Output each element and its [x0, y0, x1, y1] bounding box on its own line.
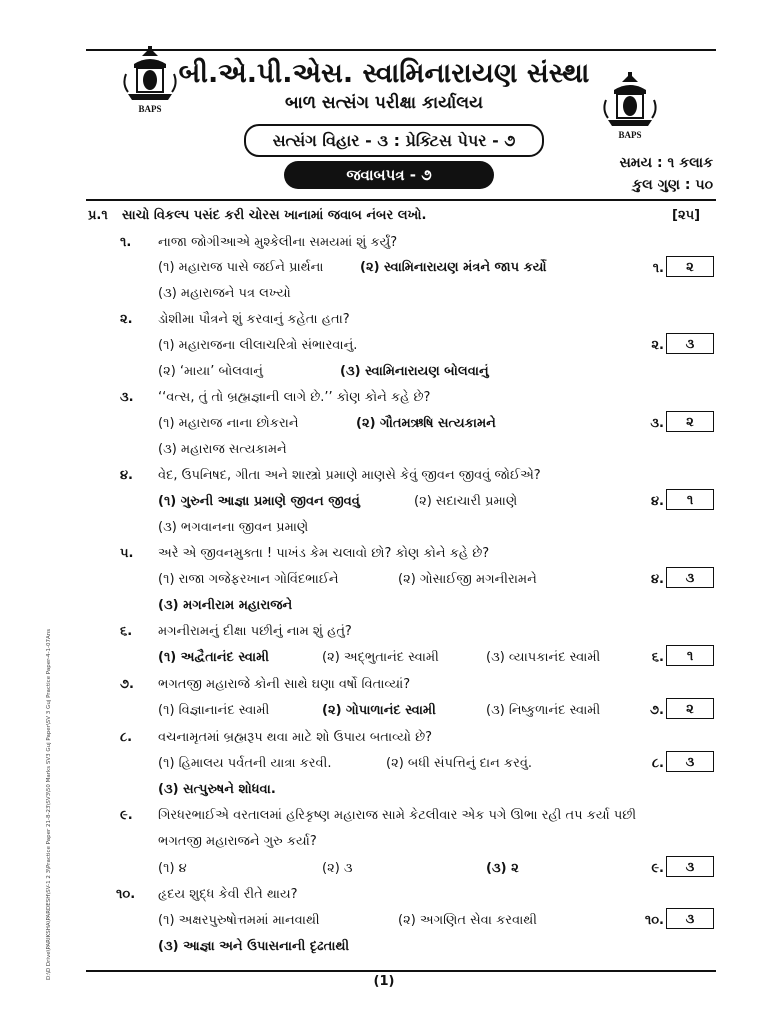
- answer-box: ૧: [666, 489, 714, 510]
- answer-label: ૧૦.: [644, 913, 664, 928]
- question-text: ગિરધરભાઈએ વરતાલમાં હરિકૃષ્ણ મહારાજ સામે કેટલીવાર એક પગે ઊભા રહી તપ કર્યા પછી: [158, 808, 637, 823]
- header-rule: [86, 199, 716, 201]
- answer-label: ૭.: [650, 703, 664, 718]
- option-2: (૨) અદ્ભુતાનંદ સ્વામી: [322, 650, 439, 665]
- answer-label: ૨.: [651, 338, 664, 353]
- time-label: સમય : ૧ કલાક: [619, 155, 713, 171]
- section-instruction: સાચો વિકલ્પ પસંદ કરી ચોરસ ખાનામાં જવાબ નંબર લખો.: [122, 208, 427, 223]
- question-number: ૨.: [120, 312, 133, 327]
- question-number: ૫.: [120, 546, 134, 561]
- answer-sheet-badge: જવાબપત્ર - ૭: [284, 161, 494, 189]
- answer-box: ૨: [666, 256, 714, 277]
- answer-box: ૩: [666, 751, 714, 772]
- answer-label: ૪.: [651, 494, 664, 509]
- option-3: (૩) સ્વામિનારાયણ બોલવાનું: [340, 364, 489, 379]
- option-1: (૧) હિમાલય પર્વતની યાત્રા કરવી.: [158, 756, 332, 771]
- section-marks: [૨૫]: [672, 208, 701, 223]
- option-3: (૩) ૨: [486, 861, 519, 876]
- organization-title: બી.એ.પી.એસ. સ્વામિનારાયણ સંસ્થા: [178, 58, 590, 89]
- answer-box: ૨: [666, 411, 714, 432]
- office-subtitle: બાળ સત્સંગ પરીક્ષા કાર્યાલય: [284, 93, 484, 113]
- answer-box: ૩: [666, 567, 714, 588]
- section-label: પ્ર.૧: [88, 208, 108, 223]
- option-2: (૨) ગોસાઈજી મગનીરામને: [398, 572, 537, 587]
- baps-logo-text: BAPS: [618, 130, 642, 140]
- question-text: વચનામૃતમાં બ્રહ્મરૂપ થવા માટે શો ઉપાય બતાવ્યો છે?: [158, 730, 433, 745]
- question-text-continued: ભગતજી મહારાજને ગુરુ કર્યા?: [158, 834, 317, 849]
- option-1: (૧) રાજા ગજેફરખાન ગોવિંદભાઈને: [158, 572, 339, 587]
- question-number: ૧૦.: [116, 887, 136, 902]
- answer-box: ૩: [666, 333, 714, 354]
- page-number: (1): [373, 974, 395, 989]
- question-number: ૮.: [120, 730, 133, 745]
- option-2: (૨) ગોપાળાનંદ સ્વામી: [322, 703, 436, 718]
- option-3: (૩) મગનીરામ મહારાજને: [158, 598, 293, 613]
- question-text: અરે એ જીવનમુક્તા ! પાખંડ કેમ ચલાવો છો? કોણ કોને કહે છે?: [158, 546, 490, 561]
- answer-label: ૩.: [650, 416, 664, 431]
- answer-label: ૪.: [651, 572, 664, 587]
- option-2: (૨) ‘માયા’ બોલવાનું: [158, 364, 263, 379]
- option-2: (૨) ૩: [322, 861, 353, 876]
- option-1: (૧) અદ્વૈતાનંદ સ્વામી: [158, 650, 269, 665]
- option-3: (૩) મહારાજને પત્ર લખ્યો: [158, 286, 291, 301]
- option-1: (૧) ૪: [158, 861, 187, 876]
- baps-logo-text: BAPS: [138, 104, 162, 114]
- option-2: (૨) બધી સંપત્તિનું દાન કરવું.: [386, 756, 533, 771]
- question-number: ૩.: [120, 390, 134, 405]
- question-text: હૃદય શુદ્ધ કેવી રીતે થાય?: [158, 887, 298, 902]
- option-1: (૧) મહારાજના લીલાચરિત્રો સંભારવાનું.: [158, 338, 358, 353]
- answer-label: ૯.: [651, 861, 664, 876]
- option-1: (૧) મહારાજ પાસે જઈને પ્રાર્થના: [158, 260, 324, 275]
- option-3: (૩) આજ્ઞા અને ઉપાસનાની દૃઢતાથી: [158, 939, 350, 954]
- paper-title: સત્સંગ વિહાર - ૩ : પ્રેક્ટિસ પેપર - ૭: [244, 124, 544, 157]
- question-text: ડોશીમા પૌત્રને શું કરવાનું કહેતા હતા?: [158, 312, 350, 327]
- option-1: (૧) મહારાજ નાના છોકરાને: [158, 416, 299, 431]
- question-text: ‘‘વત્સ, તું તો બ્રહ્મજ્ઞાની લાગે છે.’’ કોણ કોને કહે છે?: [158, 390, 431, 405]
- option-3: (૩) સત્પુરુષને શોધવા.: [158, 782, 276, 797]
- question-number: ૪.: [120, 468, 133, 483]
- option-2: (૨) ગૌતમઋષિ સત્યકામને: [356, 416, 496, 431]
- option-2: (૨) અગણિત સેવા કરવાથી: [398, 913, 537, 928]
- footer-rule: [86, 970, 716, 972]
- file-path-note: D:\D Drive\PARIKSHA\PARDESH\SV-1 2 3\Practice Paper 21-8-23\SV3\50 Marks SV3 Guj Paper\SV 3 Guj Practice Paper-4-1-07Ans: [46, 628, 52, 980]
- top-rule: [86, 49, 716, 51]
- question-text: નાજા જોગીઆએ મુશ્કેલીના સમયમાં શું કર્યું?: [158, 235, 398, 250]
- option-1: (૧) ગુરુની આજ્ઞા પ્રમાણે જીવન જીવવું: [158, 494, 360, 509]
- answer-label: ૧.: [652, 261, 664, 276]
- answer-label: ૬.: [651, 650, 664, 665]
- option-3: (૩) ભગવાનના જીવન પ્રમાણે: [158, 520, 309, 535]
- option-1: (૧) વિજ્ઞાનાનંદ સ્વામી: [158, 703, 270, 718]
- answer-box: ૨: [666, 698, 714, 719]
- option-2: (૨) સદાચારી પ્રમાણે: [414, 494, 518, 509]
- option-2: (૨) સ્વામિનારાયણ મંત્રને જાપ કર્યો: [360, 260, 547, 275]
- answer-label: ૮.: [651, 756, 664, 771]
- answer-box: ૩: [666, 908, 714, 929]
- answer-box: ૧: [666, 645, 714, 666]
- question-number: ૯.: [120, 808, 133, 823]
- question-text: ભગતજી મહારાજે કોની સાથે ઘણા વર્ષો વિતાવ્યાં?: [158, 677, 411, 692]
- option-1: (૧) અક્ષરપુરુષોત્તમમાં માનવાથી: [158, 913, 320, 928]
- option-3: (૩) મહારાજ સત્યકામને: [158, 442, 287, 457]
- question-text: વેદ, ઉપનિષદ, ગીતા અને શાસ્ત્રો પ્રમાણે માણસે કેવું જીવન જીવવું જોઈએ?: [158, 468, 541, 483]
- option-3: (૩) નિષ્કુળાનંદ સ્વામી: [486, 703, 601, 718]
- question-number: ૧.: [120, 235, 132, 250]
- question-number: ૭.: [120, 677, 134, 692]
- total-marks-label: કુલ ગુણ : ૫૦: [632, 177, 713, 193]
- option-3: (૩) વ્યાપકાનંદ સ્વામી: [486, 650, 601, 665]
- answer-box: ૩: [666, 856, 714, 877]
- question-number: ૬.: [120, 624, 133, 639]
- question-text: મગનીરામનું દીક્ષા પછીનું નામ શું હતું?: [158, 624, 352, 639]
